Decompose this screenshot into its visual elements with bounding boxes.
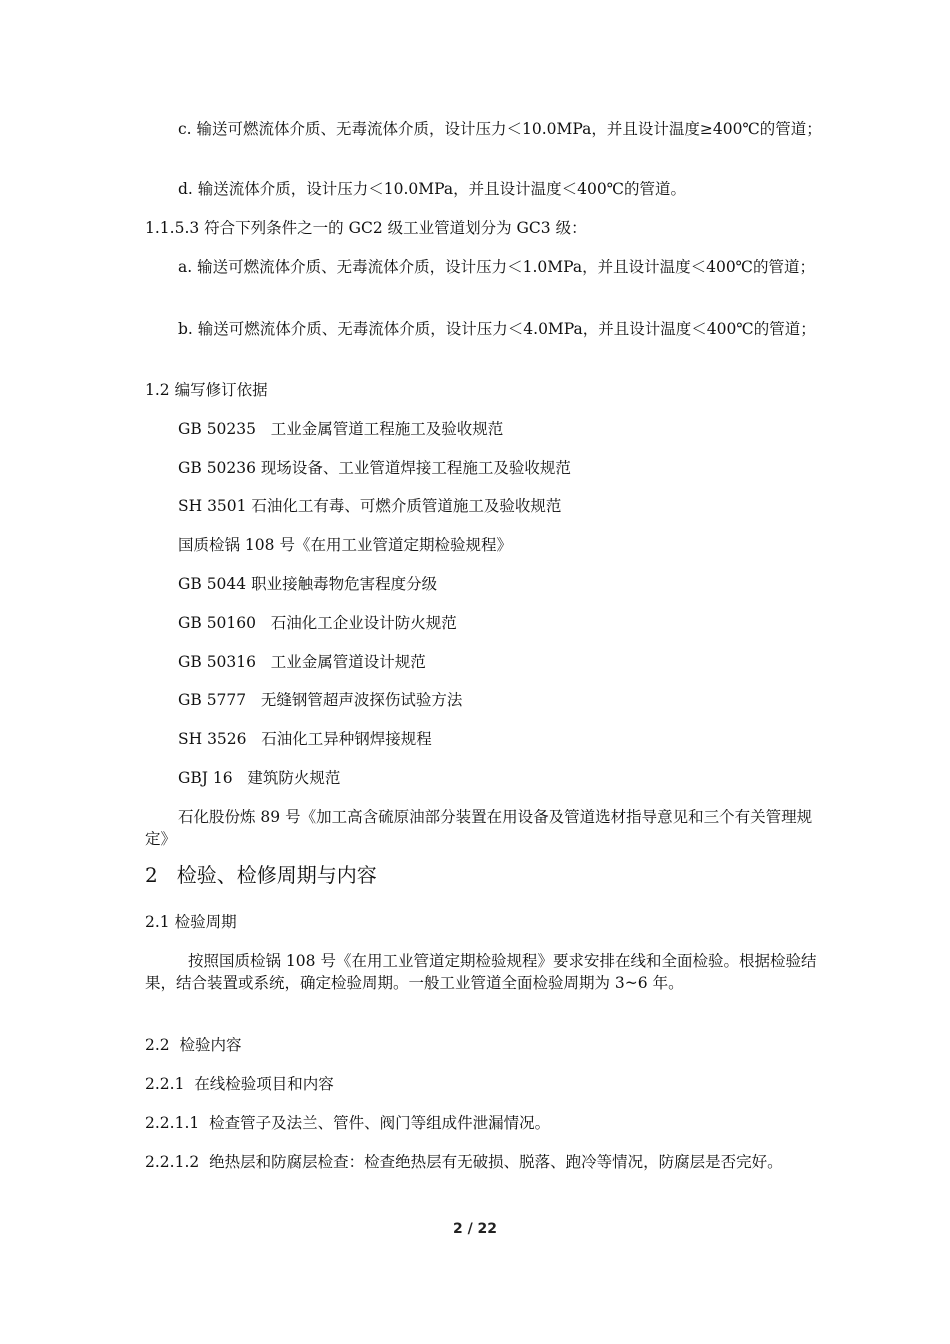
section-2-2-1-title: 2.2.1 在线检验项目和内容 <box>145 1075 334 1093</box>
section-1-2-title: 1.2 编写修订依据 <box>145 381 268 399</box>
chapter-2-heading: 2 检验、检修周期与内容 <box>145 863 377 887</box>
paragraph-item-b: b. 输送可燃流体介质、无毒流体介质，设计压力＜4.0MPa，并且设计温度＜400℃的管道； <box>178 320 816 338</box>
reference-gb50236: GB 50236 现场设备、工业管道焊接工程施工及验收规范 <box>178 459 571 477</box>
reference-89: 石化股份炼 89 号《加工高含硫原油部分装置在用设备及管道选材指导意见和三个有关管理规定》 <box>145 808 813 848</box>
section-2-1-title: 2.1 检验周期 <box>145 913 237 931</box>
page-number: 2 / 22 <box>452 1221 498 1237</box>
reference-108: 国质检锅 108 号《在用工业管道定期检验规程》 <box>178 536 512 554</box>
inspection-period-paragraph: 按照国质检锅 108 号《在用工业管道定期检验规程》要求安排在线和全面检验。根据检验结果，结合装置或系统，确定检验周期。一般工业管道全面检验周期为 3~6 年。 <box>145 952 817 992</box>
paragraph-item-a: a. 输送可燃流体介质、无毒流体介质，设计压力＜1.0MPa，并且设计温度＜400℃的管道； <box>178 258 816 276</box>
clause-2-2-1-2: 2.2.1.2 绝热层和防腐层检查：检查绝热层有无破损、脱落、跑冷等情况，防腐层是否完好。 <box>145 1153 783 1171</box>
reference-sh3501: SH 3501 石油化工有毒、可燃介质管道施工及验收规范 <box>178 497 562 515</box>
reference-gb50160: GB 50160 石油化工企业设计防火规范 <box>178 614 457 632</box>
reference-gb5777: GB 5777 无缝钢管超声波探伤试验方法 <box>178 691 463 709</box>
clause-1-1-5-3: 1.1.5.3 符合下列条件之一的 GC2 级工业管道划分为 GC3 级： <box>145 219 587 237</box>
section-2-2-title: 2.2 检验内容 <box>145 1036 242 1054</box>
reference-sh3526: SH 3526 石油化工异种钢焊接规程 <box>178 730 432 748</box>
paragraph-item-d: d. 输送流体介质，设计压力＜10.0MPa，并且设计温度＜400℃的管道。 <box>178 180 687 198</box>
clause-2-2-1-1: 2.2.1.1 检查管子及法兰、管件、阀门等组成件泄漏情况。 <box>145 1114 551 1132</box>
paragraph-item-c: c. 输送可燃流体介质、无毒流体介质，设计压力＜10.0MPa，并且设计温度≥400℃的管道； <box>178 120 822 138</box>
reference-gbj16: GBJ 16 建筑防火规范 <box>178 769 341 787</box>
reference-gb50316: GB 50316 工业金属管道设计规范 <box>178 653 426 671</box>
reference-gb5044: GB 5044 职业接触毒物危害程度分级 <box>178 575 438 593</box>
reference-gb50235: GB 50235 工业金属管道工程施工及验收规范 <box>178 420 504 438</box>
